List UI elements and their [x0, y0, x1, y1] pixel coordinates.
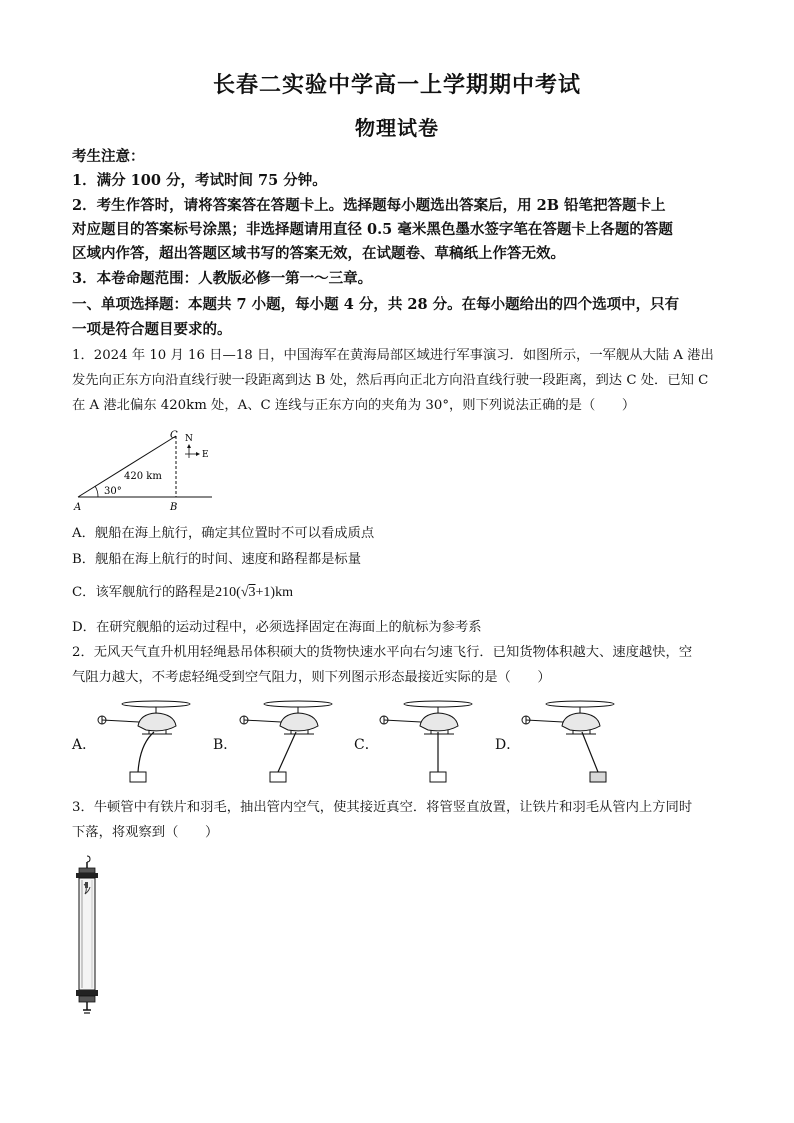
q1-option-a: A．舰船在海上航行，确定其位置时不可以看成质点 — [72, 526, 375, 541]
q1-option-d: D．在研究舰船的运动过程中，必须选择固定在海面上的航标为参考系 — [72, 620, 482, 635]
sqrt-icon: √ — [240, 585, 249, 600]
notice-item: 3．本卷命题范围：人教版必修一第一～三章。 — [72, 270, 373, 287]
cargo-box — [130, 772, 146, 782]
ac-line — [78, 436, 176, 497]
newton-tube-icon — [70, 854, 104, 1016]
helicopter-icon — [240, 701, 332, 734]
cargo-box — [270, 772, 286, 782]
q2-helicopter-c — [376, 696, 476, 784]
exam-title: 长春二实验中学高一上学期期中考试 — [212, 72, 581, 98]
notice-item: 区域内作答，超出答题区域书写的答案无效，在试题卷、草稿纸上作答无效。 — [72, 245, 565, 262]
q1-option-c — [72, 582, 724, 604]
point-c-label: C — [170, 430, 178, 441]
q2-option-b-label: B． — [213, 737, 238, 753]
notice-item: 2．考生作答时，请将答案答在答题卡上。选择题每小题选出答案后，用 2B 铅笔把答题卡上 — [72, 197, 666, 214]
angle-arc — [95, 486, 98, 497]
q1-option-c-text: C．该军舰航行的路程是 — [72, 585, 216, 600]
helicopter-icon — [98, 701, 190, 734]
iron-piece-icon — [85, 882, 88, 888]
notice-item: 对应题目的答案标号涂黑；非选择题请用直径 0.5 毫米黑色墨水签字笔在答题卡上各题的答题 — [72, 221, 673, 238]
q2-option-d-label: D． — [495, 737, 521, 753]
q2-option-a-label: A． — [72, 737, 97, 753]
notice-item: 1．满分 100 分，考试时间 75 分钟。 — [72, 172, 327, 189]
question-1-stem: 在 A 港北偏东 420km 处，A、C 连线与正东方向的夹角为 30°，则下列说法正确的是（ ） — [72, 398, 636, 413]
compass-arrowhead-icon — [196, 452, 200, 456]
rope — [582, 732, 598, 772]
question-2-stem: 2．无风天气直升机用轻绳悬吊体积硕大的货物快速水平向右匀速飞行．已知货物体积越大、速度越快，空 — [72, 645, 693, 660]
q2-helicopter-d — [518, 696, 618, 784]
rope — [278, 732, 296, 772]
question-3-stem: 下落，将观察到（ ） — [72, 825, 219, 840]
section-heading: 一、单项选择题：本题共 7 小题，每小题 4 分，共 28 分。在每小题给出的四个选项中，只有 — [72, 296, 680, 313]
point-b-label: B — [170, 502, 178, 513]
notice-heading: 考生注意： — [72, 148, 145, 165]
question-2-stem: 气阻力越大，不考虑轻绳受到空气阻力，则下列图示形态最接近实际的是（ ） — [72, 670, 551, 685]
north-label: N — [185, 434, 193, 444]
section-heading: 一项是符合题目要求的。 — [72, 321, 232, 338]
q2-helicopter-b — [236, 696, 336, 784]
q2-option-c-label: C． — [354, 737, 379, 753]
rope — [138, 732, 154, 772]
point-a-label: A — [74, 502, 82, 513]
question-1-stem: 发先向正东方向沿直线行驶一段距离到达 B 处，然后再向正北方向沿直线行驶一段距离，到达 C 处．已知 C — [72, 373, 709, 388]
q2-helicopter-a — [94, 696, 194, 784]
distance-label: 420 km — [124, 471, 162, 482]
helicopter-icon — [522, 701, 614, 734]
question-1-stem: 1．2024 年 10 月 16 日—18 日，中国海军在黄海局部区域进行军事演习．如图所示，一军舰从大陆 A 港出 — [72, 348, 714, 363]
angle-label: 30° — [104, 486, 122, 497]
cargo-box — [590, 772, 606, 782]
cargo-box — [430, 772, 446, 782]
east-label: E — [202, 450, 209, 460]
exam-subtitle: 物理试卷 — [355, 116, 439, 140]
q1-option-b: B．舰船在海上航行的时间、速度和路程都是标量 — [72, 552, 362, 567]
question-3-stem: 3．牛顿管中有铁片和羽毛，抽出管内空气，使其接近真空．将管竖直放置，让铁片和羽毛从管内上方同时 — [72, 800, 693, 815]
compass-arrowhead-icon — [187, 444, 191, 448]
helicopter-icon — [380, 701, 472, 734]
q1-option-c-formula: 210(√3+1)km — [215, 585, 293, 600]
q1-route-diagram — [72, 428, 217, 516]
